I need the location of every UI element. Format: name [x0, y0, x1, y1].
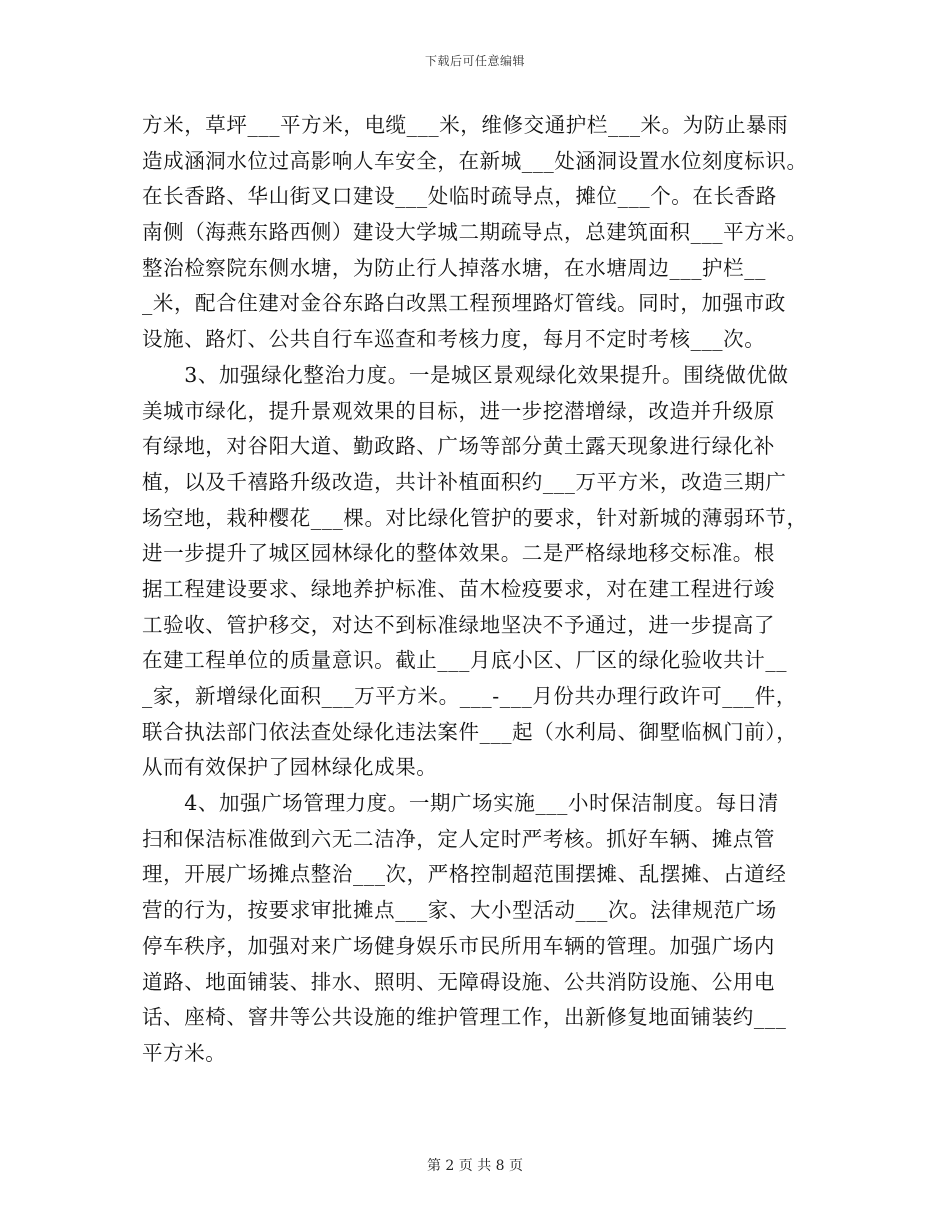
body-line: 整治检察院东侧水塘，为防止行人掉落水塘，在水塘周边___护栏__	[142, 255, 766, 280]
body-line: 方米，草坪___平方米，电缆___米，维修交通护栏___米。为防止暴雨	[142, 113, 789, 137]
body-line: 南侧（海燕东路西侧）建设大学城二期疏导点，总建筑面积___平方米。	[142, 220, 808, 245]
body-line: 造成涵洞水位过高影响人车安全，在新城___处涵洞设置水位刻度标识。	[142, 148, 808, 173]
body-line: 停车秩序，加强对来广场健身娱乐市民所用车辆的管理。加强广场内	[142, 933, 775, 958]
body-line: 工验收、管护移交，对达不到标准绿地坚决不予通过，进一步提高了	[142, 612, 775, 637]
body-line: 场空地，栽种樱花___棵。对比绿化管护的要求，针对新城的薄弱环节，	[142, 505, 808, 530]
body-line: _米，配合住建对金谷东路白改黑工程预埋路灯管线。同时，加强市政	[142, 291, 786, 316]
body-line: 平方米。	[142, 1040, 227, 1065]
body-line: 道路、地面铺装、排水、照明、无障碍设施、公共消防设施、公用电	[142, 969, 775, 994]
body-line: 理，开展广场摊点整治___次，严格控制超范围摆摊、乱摆摊、占道经	[142, 862, 787, 887]
body-line: 设施、路灯、公共自行车巡查和考核力度，每月不定时考核___次。	[142, 327, 766, 352]
body-line: 话、座椅、窨井等公共设施的维护管理工作，出新修复地面铺装约___	[142, 1005, 787, 1030]
body-line: 据工程建设要求、绿地养护标准、苗木检疫要求，对在建工程进行竣	[142, 576, 775, 601]
document-body	[142, 108, 822, 1072]
body-line: 联合执法部门依法查处绿化违法案件___起（水利局、御墅临枫门前），	[142, 719, 798, 744]
body-line: 3、加强绿化整治力度。一是城区景观绿化效果提升。围绕做优做	[142, 362, 789, 387]
body-line: 植，以及千禧路升级改造，共计补植面积约___万平方米，改造三期广	[142, 469, 787, 494]
body-line: 4、加强广场管理力度。一期广场实施___小时保洁制度。每日清	[142, 791, 779, 816]
body-line: 在长香路、华山街叉口建设___处临时疏导点，摊位___个。在长香路	[142, 184, 777, 209]
body-line: 扫和保洁标准做到六无二洁净，定人定时严考核。抓好车辆、摊点管	[142, 826, 775, 851]
body-line: 从而有效保护了园林绿化成果。	[142, 755, 438, 780]
body-line: 营的行为，按要求审批摊点___家、大小型活动___次。法律规范广场	[142, 898, 777, 923]
body-line: 有绿地，对谷阳大道、勤政路、广场等部分黄土露天现象进行绿化补	[142, 434, 775, 459]
body-line: 进一步提升了城区园林绿化的整体效果。二是严格绿地移交标准。根	[142, 541, 775, 566]
page-header: 下载后可任意编辑	[424, 54, 525, 68]
body-line: 在建工程单位的质量意识。截止___月底小区、厂区的绿化验收共计__	[142, 648, 788, 673]
page-footer: 第 2 页 共 8 页	[426, 1158, 524, 1174]
body-line: _家，新增绿化面积___万平方米。___-___月份共办理行政许可___件，	[142, 684, 797, 708]
body-line: 美城市绿化，提升景观效果的目标，进一步挖潜增绿，改造并升级原	[142, 398, 775, 423]
